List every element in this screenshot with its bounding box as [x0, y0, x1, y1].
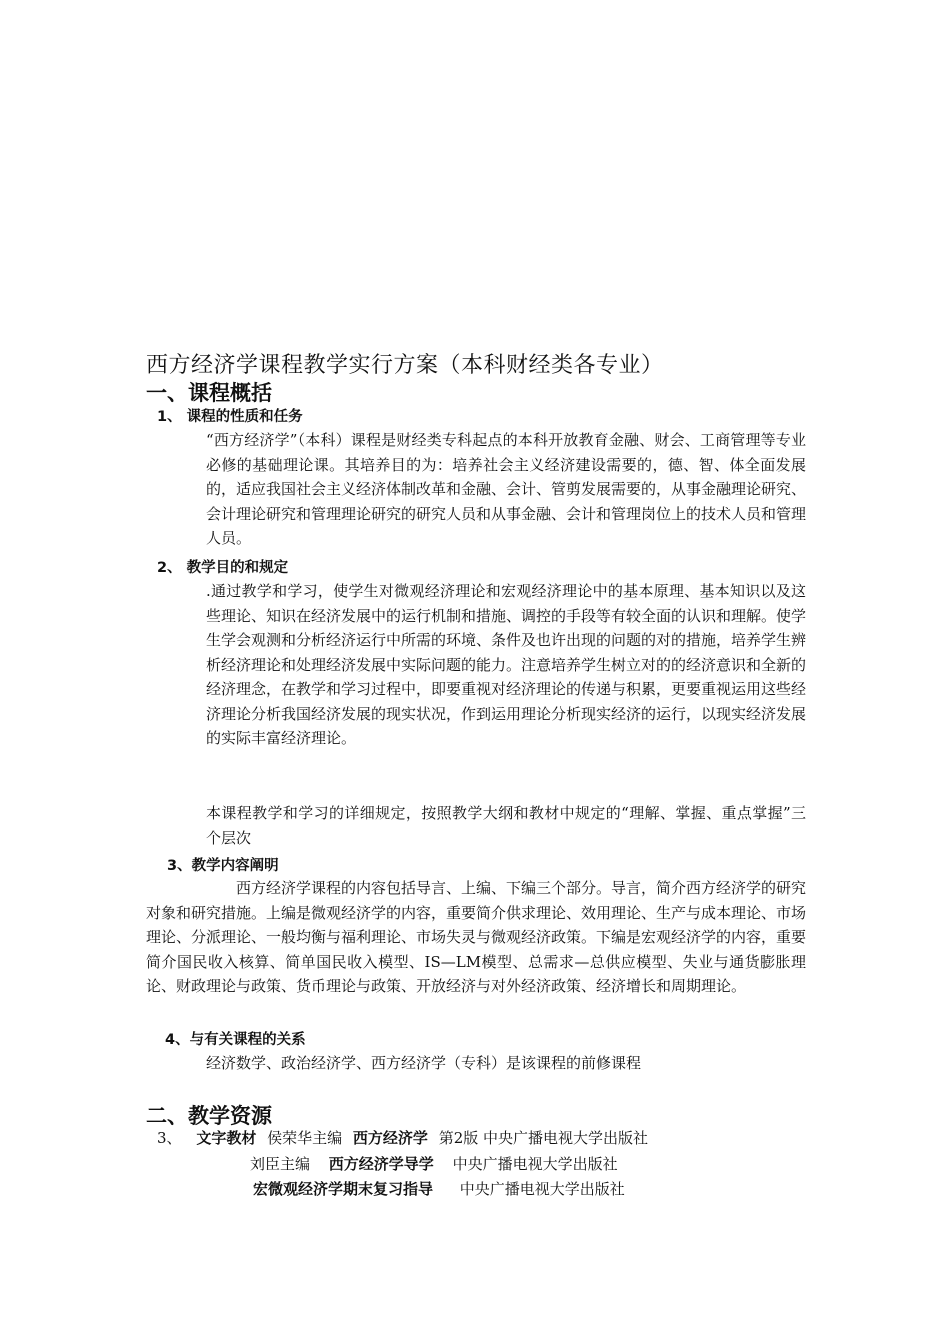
paragraph-content	[146, 876, 806, 999]
book2-publisher: 中央广播电视大学出版社	[452, 1155, 618, 1173]
book2-author: 刘臣主编	[250, 1155, 311, 1173]
paragraph-nature-text: “西方经济学”（本科）课程是财经类专科起点的本科开放教育金融、财会、工商管理等专业必修的基础理论课。其培养目的为：培养社会主义经济建设需要的，德、智、体全面发展的，适应我国社会主义经济体制改革和金融、会计、管剪发展需要的，从事金融理论研究、会计理论研究和管理理论研究的研究人员和从事金融、会计和管理岗位上的技术人员和管理人员。	[206, 431, 807, 547]
textbook-line-1	[157, 1127, 648, 1148]
section-heading-overview: 一、课程概括	[146, 381, 272, 405]
book1-edition: 第2版	[438, 1129, 479, 1147]
item-label: 文字教材	[196, 1129, 257, 1147]
textbook-line-3	[253, 1178, 625, 1199]
paragraph-requirements	[206, 801, 806, 850]
book1-publisher: 中央广播电视大学出版社	[483, 1129, 649, 1147]
textbook-line-2	[250, 1153, 618, 1174]
paragraph-nature	[206, 428, 806, 551]
subsection-heading-objectives: 2、 教学目的和规定	[157, 560, 289, 576]
document-title: 西方经济学课程教学实行方案（本科财经类各专业）	[146, 353, 664, 378]
book1-author: 侯荣华主编	[267, 1129, 343, 1147]
subsection-heading-nature: 1、 课程的性质和任务	[157, 409, 303, 425]
subsection-heading-relations: 4、与有关课程的关系	[165, 1032, 306, 1048]
book3-publisher: 中央广播电视大学出版社	[459, 1180, 625, 1198]
book1-title: 西方经济学	[352, 1129, 428, 1147]
book2-title: 西方经济学导学	[328, 1155, 434, 1173]
section-heading-resources: 二、教学资源	[146, 1104, 272, 1128]
paragraph-objectives-text: .通过教学和学习，使学生对微观经济理论和宏观经济理论中的基本原理、基本知识以及这些理论、知识在经济发展中的运行机制和措施、调控的手段等有较全面的认识和理解。使学生学会观测和分析经济运行中所需的环境、条件及也许出现的问题的对的措施，培养学生辨析经济理论和处理经济发展中实际问题的能力。注意培养学生树立对的的经济意识和全新的经济理念，在教学和学习过程中，即要重视对经济理论的传递与积累，更要重视运用这些经济理论分析我国经济发展的现实状况，作到运用理论分析现实经济的运行，以现实经济发展的实际丰富经济理论。	[206, 582, 807, 747]
paragraph-relations: 经济数学、政治经济学、西方经济学（专科）是该课程的前修课程	[206, 1054, 642, 1072]
paragraph-content-text: 西方经济学课程的内容包括导言、上编、下编三个部分。导言，简介西方经济学的研究对象和研究措施。上编是微观经济学的内容，重要简介供求理论、效用理论、生产与成本理论、市场理论、分派理论、一般均衡与福利理论、市场失灵与微观经济政策。下编是宏观经济学的内容，重要简介国民收入核算、简单国民收入模型、IS—LM模型、总需求—总供应模型、失业与通货膨胀理论、财政理论与政策、货币理论与政策、开放经济与对外经济政策、经济增长和周期理论。	[146, 879, 807, 995]
book3-title: 宏微观经济学期末复习指导	[253, 1180, 434, 1198]
paragraph-objectives	[206, 579, 806, 751]
subsection-heading-content: 3、教学内容阐明	[167, 858, 279, 874]
item-number: 3、	[157, 1129, 182, 1147]
paragraph-requirements-text: 本课程教学和学习的详细规定，按照教学大纲和教材中规定的“理解、掌握、重点掌握”三个层次	[206, 804, 806, 847]
